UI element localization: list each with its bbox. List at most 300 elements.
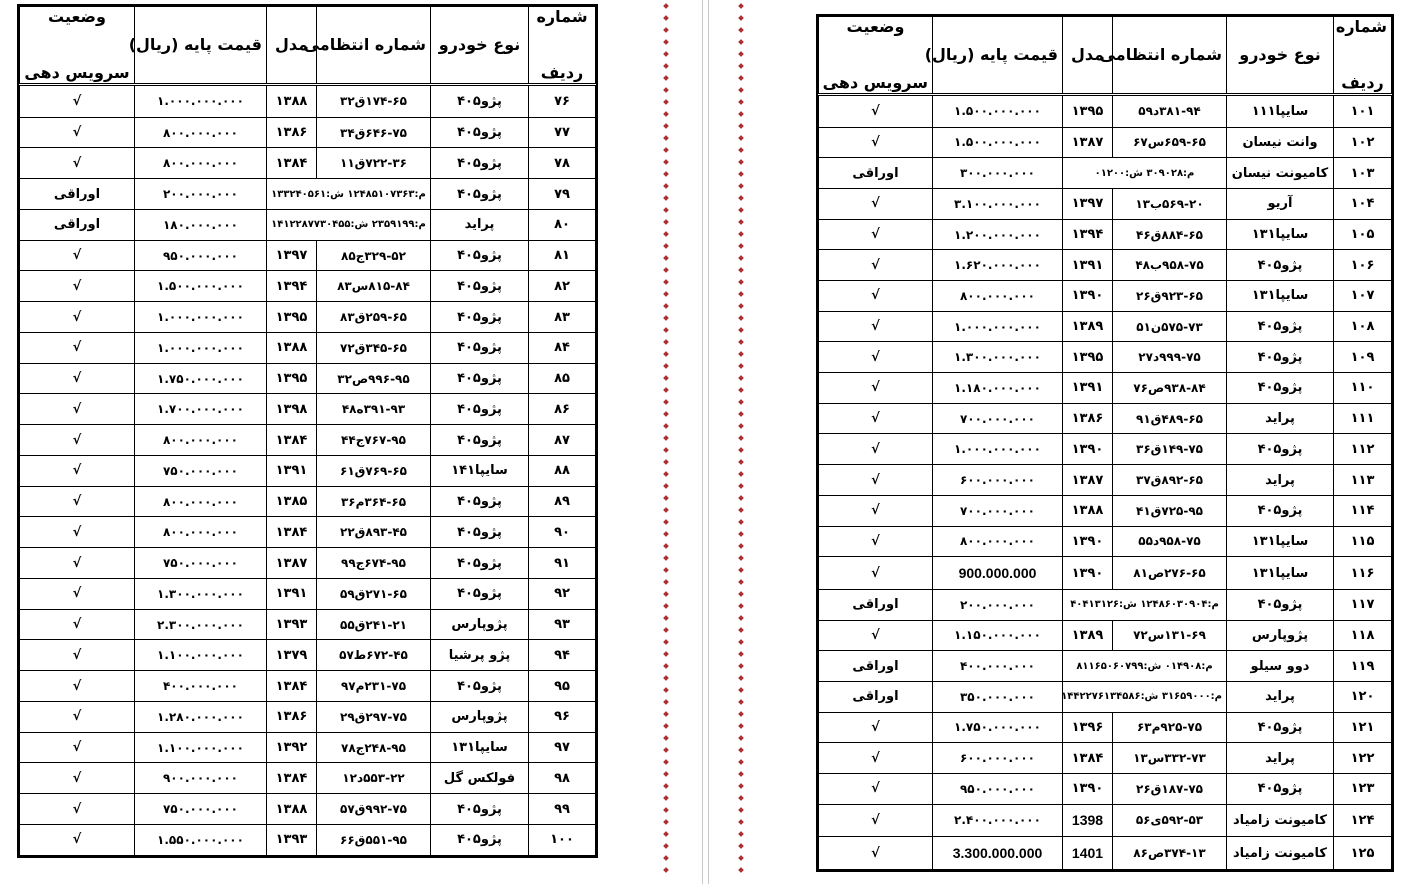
base-price: ۱.۱۰۰.۰۰۰.۰۰۰ bbox=[135, 640, 267, 671]
vehicle-type: پژو۴۰۵ bbox=[1227, 773, 1334, 804]
model-year: ۱۳۸۴ bbox=[267, 148, 317, 179]
base-price: ۱.۱۸۰.۰۰۰.۰۰۰ bbox=[933, 373, 1063, 404]
service-status: √ bbox=[20, 578, 135, 609]
plate-number: ۴۸۹-۶۵ق۹۱ bbox=[1113, 403, 1227, 434]
chassis-engine-number: م:۰۱۴۹۰۸ ش:۸۱۱۶۵۰۶۰۷۹۹ bbox=[1063, 651, 1227, 682]
table-row bbox=[819, 837, 1392, 870]
page-edge-right bbox=[708, 0, 709, 884]
row-number: ۱۱۶ bbox=[1334, 557, 1392, 590]
row-number: ۸۱ bbox=[529, 240, 596, 271]
service-status: √ bbox=[20, 240, 135, 271]
service-status: اوراقی bbox=[819, 158, 933, 189]
base-price: 900.000.000 bbox=[933, 557, 1063, 590]
vehicle-type: دوو سیلو bbox=[1227, 651, 1334, 682]
plate-number: ۹۹۹-۷۵د۲۷ bbox=[1113, 342, 1227, 373]
vehicle-type: پژو۴۰۵ bbox=[1227, 311, 1334, 342]
model-year: ۱۳۹۵ bbox=[267, 302, 317, 333]
table-row bbox=[20, 302, 596, 333]
model-year: ۱۳۹۷ bbox=[1063, 188, 1113, 219]
base-price: ۱.۰۰۰.۰۰۰.۰۰۰ bbox=[135, 332, 267, 363]
row-number: ۹۹ bbox=[529, 794, 596, 825]
base-price: ۲.۳۰۰.۰۰۰.۰۰۰ bbox=[135, 609, 267, 640]
model-year: ۱۳۷۹ bbox=[267, 640, 317, 671]
table-row bbox=[20, 179, 596, 210]
model-year: ۱۳۹۴ bbox=[267, 271, 317, 302]
base-price: ۳۰۰.۰۰۰.۰۰۰ bbox=[933, 158, 1063, 189]
header-plate: شماره انتظامی bbox=[1113, 17, 1227, 95]
row-number: ۸۴ bbox=[529, 332, 596, 363]
base-price: ۸۰۰.۰۰۰.۰۰۰ bbox=[933, 526, 1063, 557]
vehicle-type: پژو۴۰۵ bbox=[431, 117, 529, 148]
model-year: ۱۳۹۰ bbox=[1063, 434, 1113, 465]
vehicle-type: پژو۴۰۵ bbox=[431, 548, 529, 579]
service-status: √ bbox=[20, 455, 135, 486]
table-row bbox=[20, 824, 596, 855]
plate-number: ۸۹۲-۶۵ق۳۷ bbox=[1113, 465, 1227, 496]
service-status: اوراقی bbox=[819, 651, 933, 682]
service-status: √ bbox=[20, 302, 135, 333]
table-row bbox=[819, 127, 1392, 158]
model-year: ۱۳۹۵ bbox=[1063, 95, 1113, 128]
header-vehicle-type: نوع خودرو bbox=[1227, 17, 1334, 95]
row-number: ۹۸ bbox=[529, 763, 596, 794]
model-year: ۱۳۹۱ bbox=[1063, 250, 1113, 281]
plate-number: ۳۲۹-۵۲ج۸۵ bbox=[317, 240, 431, 271]
row-number: ۷۷ bbox=[529, 117, 596, 148]
row-number: ۱۰۷ bbox=[1334, 281, 1392, 312]
base-price: ۹۰۰.۰۰۰.۰۰۰ bbox=[135, 763, 267, 794]
table-row bbox=[20, 763, 596, 794]
table-row bbox=[819, 434, 1392, 465]
vehicle-type: پژو۴۰۵ bbox=[431, 517, 529, 548]
model-year: ۱۳۸۹ bbox=[1063, 620, 1113, 651]
table-row bbox=[20, 578, 596, 609]
vehicle-type: سایپا۱۳۱ bbox=[431, 732, 529, 763]
chassis-engine-number: م:۱۲۴۸۵۱۰۷۳۶۳ ش:۱۳۳۲۴۰۵۶۱ bbox=[267, 179, 431, 210]
vehicle-type: پژو۴۰۵ bbox=[431, 794, 529, 825]
service-status: √ bbox=[20, 671, 135, 702]
model-year: ۱۳۸۸ bbox=[267, 332, 317, 363]
row-number: ۱۰۱ bbox=[1334, 95, 1392, 128]
row-number: ۹۳ bbox=[529, 609, 596, 640]
vehicle-type: سایپا۱۳۱ bbox=[1227, 219, 1334, 250]
vehicle-type: سایپا۱۱۱ bbox=[1227, 95, 1334, 128]
plate-number: ۵۹۲-۵۳ی۵۶ bbox=[1113, 804, 1227, 837]
plate-number: ۷۲۵-۹۵ق۴۱ bbox=[1113, 495, 1227, 526]
table-header-row bbox=[20, 7, 596, 85]
header-plate: شماره انتظامی bbox=[317, 7, 431, 85]
service-status: √ bbox=[20, 425, 135, 456]
plate-number: ۳۴۵-۶۵ق۷۲ bbox=[317, 332, 431, 363]
vehicle-type: سایپا۱۳۱ bbox=[1227, 557, 1334, 590]
service-status: اوراقی bbox=[20, 179, 135, 210]
base-price: ۱.۵۰۰.۰۰۰.۰۰۰ bbox=[135, 271, 267, 302]
table-row bbox=[819, 281, 1392, 312]
base-price: ۸۰۰.۰۰۰.۰۰۰ bbox=[135, 425, 267, 456]
model-year: ۱۳۸۷ bbox=[267, 548, 317, 579]
table-row bbox=[20, 486, 596, 517]
table-row bbox=[819, 342, 1392, 373]
row-number: ۹۷ bbox=[529, 732, 596, 763]
row-number: ۱۲۰ bbox=[1334, 681, 1392, 712]
model-year: ۱۳۹۴ bbox=[1063, 219, 1113, 250]
service-status: √ bbox=[819, 526, 933, 557]
vehicle-type: فولکس گل bbox=[431, 763, 529, 794]
row-number: ۱۲۱ bbox=[1334, 712, 1392, 743]
base-price: ۲.۴۰۰.۰۰۰.۰۰۰ bbox=[933, 804, 1063, 837]
model-year: ۱۳۸۶ bbox=[1063, 403, 1113, 434]
base-price: ۱.۷۵۰.۰۰۰.۰۰۰ bbox=[135, 363, 267, 394]
vehicle-type: پژو پرشیا bbox=[431, 640, 529, 671]
plate-number: ۱۴۹-۷۵ق۳۶ bbox=[1113, 434, 1227, 465]
vehicle-type: پژو۴۰۵ bbox=[1227, 495, 1334, 526]
row-number: ۱۱۱ bbox=[1334, 403, 1392, 434]
base-price: ۱.۵۰۰.۰۰۰.۰۰۰ bbox=[933, 127, 1063, 158]
vehicle-type: پژو۴۰۵ bbox=[431, 85, 529, 118]
model-year: ۱۳۹۷ bbox=[267, 240, 317, 271]
service-status: √ bbox=[20, 363, 135, 394]
vehicle-type: پژو۴۰۵ bbox=[431, 240, 529, 271]
table-row bbox=[20, 794, 596, 825]
table-row bbox=[20, 363, 596, 394]
plate-number: ۱۸۷-۷۵ق۲۶ bbox=[1113, 773, 1227, 804]
plate-number: ۹۵۸-۷۵ب۴۸ bbox=[1113, 250, 1227, 281]
table-row bbox=[20, 455, 596, 486]
plate-number: ۲۴۸-۹۵ج۷۸ bbox=[317, 732, 431, 763]
model-year: ۱۳۸۷ bbox=[1063, 127, 1113, 158]
table-row bbox=[819, 743, 1392, 774]
service-status: √ bbox=[20, 117, 135, 148]
header-model: مدل bbox=[267, 7, 317, 85]
table-row bbox=[20, 517, 596, 548]
base-price: ۳.۱۰۰.۰۰۰.۰۰۰ bbox=[933, 188, 1063, 219]
chassis-engine-number: م:۳۱۶۵۹۰۰۰ ش:۱۴۴۲۲۷۶۱۳۴۵۸۶ bbox=[1063, 681, 1227, 712]
model-year: ۱۳۹۱ bbox=[267, 578, 317, 609]
plate-number: ۶۵۹-۶۵س۶۷ bbox=[1113, 127, 1227, 158]
plate-number: ۳۹۱-۹۳ه۴۸ bbox=[317, 394, 431, 425]
base-price: ۶۰۰.۰۰۰.۰۰۰ bbox=[933, 465, 1063, 496]
header-status: وضعیت سرویس دهی bbox=[819, 17, 933, 95]
row-number: ۱۱۳ bbox=[1334, 465, 1392, 496]
plate-number: ۵۵۳-۲۲د۱۲ bbox=[317, 763, 431, 794]
service-status: √ bbox=[819, 127, 933, 158]
base-price: ۷۵۰.۰۰۰.۰۰۰ bbox=[135, 455, 267, 486]
row-number: ۱۲۲ bbox=[1334, 743, 1392, 774]
header-model: مدل bbox=[1063, 17, 1113, 95]
vehicle-type: پژو۴۰۵ bbox=[431, 578, 529, 609]
vehicle-type: پژو۴۰۵ bbox=[1227, 342, 1334, 373]
header-base-price: قیمت پایه (ریال) bbox=[135, 7, 267, 85]
service-status: √ bbox=[20, 271, 135, 302]
service-status: √ bbox=[20, 394, 135, 425]
table-header-row bbox=[819, 17, 1392, 95]
base-price: ۱.۵۰۰.۰۰۰.۰۰۰ bbox=[933, 95, 1063, 128]
base-price: ۸۰۰.۰۰۰.۰۰۰ bbox=[135, 148, 267, 179]
row-number: ۷۶ bbox=[529, 85, 596, 118]
plate-number: ۶۷۲-۴۵ط۵۷ bbox=[317, 640, 431, 671]
plate-number: ۹۳۸-۸۴ص۷۶ bbox=[1113, 373, 1227, 404]
vehicle-type: پژو۴۰۵ bbox=[431, 332, 529, 363]
vehicle-type: پژو۴۰۵ bbox=[431, 363, 529, 394]
table-row bbox=[20, 148, 596, 179]
vehicle-type: پژو۴۰۵ bbox=[1227, 589, 1334, 620]
vehicle-type: پژو۴۰۵ bbox=[431, 302, 529, 333]
vehicle-type: کامیونت نیسان bbox=[1227, 158, 1334, 189]
row-number: ۱۰۹ bbox=[1334, 342, 1392, 373]
service-status: √ bbox=[819, 837, 933, 870]
model-year: ۱۳۸۴ bbox=[267, 517, 317, 548]
model-year: ۱۳۹۶ bbox=[1063, 712, 1113, 743]
service-status: √ bbox=[20, 732, 135, 763]
model-year: ۱۳۹۰ bbox=[1063, 557, 1113, 590]
row-number: ۸۷ bbox=[529, 425, 596, 456]
row-number: ۱۲۴ bbox=[1334, 804, 1392, 837]
table-row bbox=[819, 465, 1392, 496]
model-year: ۱۳۹۵ bbox=[1063, 342, 1113, 373]
vehicle-type: پژو۴۰۵ bbox=[431, 425, 529, 456]
plate-number: ۹۵۸-۷۵د۵۵ bbox=[1113, 526, 1227, 557]
row-number: ۹۲ bbox=[529, 578, 596, 609]
row-number: ۹۵ bbox=[529, 671, 596, 702]
table-row bbox=[20, 209, 596, 240]
service-status: √ bbox=[20, 824, 135, 855]
service-status: √ bbox=[20, 548, 135, 579]
service-status: √ bbox=[20, 486, 135, 517]
table-row bbox=[819, 804, 1392, 837]
table-row bbox=[819, 495, 1392, 526]
row-number: ۸۹ bbox=[529, 486, 596, 517]
model-year: ۱۳۹۱ bbox=[267, 455, 317, 486]
base-price: ۷۰۰.۰۰۰.۰۰۰ bbox=[933, 403, 1063, 434]
vehicle-type: سایپا۱۴۱ bbox=[431, 455, 529, 486]
table-row bbox=[819, 250, 1392, 281]
table-row bbox=[819, 773, 1392, 804]
service-status: √ bbox=[20, 794, 135, 825]
row-number: ۸۰ bbox=[529, 209, 596, 240]
table-row bbox=[20, 394, 596, 425]
plate-number: ۱۳۱-۶۹س۷۲ bbox=[1113, 620, 1227, 651]
service-status: √ bbox=[20, 763, 135, 794]
vehicle-type: پژو۴۰۵ bbox=[431, 179, 529, 210]
row-number: ۱۰۵ bbox=[1334, 219, 1392, 250]
plate-number: ۳۸۱-۹۴د۵۹ bbox=[1113, 95, 1227, 128]
table-row bbox=[20, 332, 596, 363]
header-row-number: شماره ردیف bbox=[529, 7, 596, 85]
plate-number: ۲۴۱-۲۱ق۵۵ bbox=[317, 609, 431, 640]
service-status: اوراقی bbox=[819, 589, 933, 620]
service-status: √ bbox=[819, 557, 933, 590]
model-year: ۱۳۸۶ bbox=[267, 701, 317, 732]
plate-number: ۷۲۲-۳۶ق۱۱ bbox=[317, 148, 431, 179]
table-row bbox=[819, 712, 1392, 743]
service-status: √ bbox=[819, 495, 933, 526]
plate-number: ۹۹۲-۷۵ق۵۷ bbox=[317, 794, 431, 825]
model-year: ۱۳۹۳ bbox=[267, 609, 317, 640]
table-row bbox=[20, 671, 596, 702]
model-year: ۱۳۹۲ bbox=[267, 732, 317, 763]
base-price: ۱۸۰.۰۰۰.۰۰۰ bbox=[135, 209, 267, 240]
row-number: ۷۹ bbox=[529, 179, 596, 210]
plate-number: ۵۵۱-۹۵ق۶۶ bbox=[317, 824, 431, 855]
row-number: ۱۰۶ bbox=[1334, 250, 1392, 281]
model-year: ۱۳۸۷ bbox=[1063, 465, 1113, 496]
table-row bbox=[819, 651, 1392, 682]
row-number: ۱۰۸ bbox=[1334, 311, 1392, 342]
model-year: 1398 bbox=[1063, 804, 1113, 837]
vehicle-type: پژو۴۰۵ bbox=[1227, 434, 1334, 465]
vehicle-type: پژو۴۰۵ bbox=[431, 271, 529, 302]
service-status: √ bbox=[20, 517, 135, 548]
model-year: ۱۳۸۴ bbox=[267, 671, 317, 702]
table-row bbox=[819, 681, 1392, 712]
vehicle-type: پژوپارس bbox=[431, 609, 529, 640]
base-price: ۱.۲۸۰.۰۰۰.۰۰۰ bbox=[135, 701, 267, 732]
model-year: ۱۳۹۰ bbox=[1063, 773, 1113, 804]
table-row bbox=[819, 188, 1392, 219]
service-status: √ bbox=[819, 403, 933, 434]
base-price: ۱.۰۰۰.۰۰۰.۰۰۰ bbox=[135, 302, 267, 333]
service-status: √ bbox=[819, 434, 933, 465]
header-vehicle-type: نوع خودرو bbox=[431, 7, 529, 85]
service-status: √ bbox=[819, 743, 933, 774]
row-number: ۱۰۳ bbox=[1334, 158, 1392, 189]
row-number: ۸۵ bbox=[529, 363, 596, 394]
vehicle-type: پژو۴۰۵ bbox=[431, 394, 529, 425]
row-number: ۸۳ bbox=[529, 302, 596, 333]
model-year: ۱۳۸۴ bbox=[267, 425, 317, 456]
vehicle-type: آریو bbox=[1227, 188, 1334, 219]
vehicle-type: پژو۴۰۵ bbox=[1227, 373, 1334, 404]
plate-number: ۹۲۳-۶۵ق۲۶ bbox=[1113, 281, 1227, 312]
base-price: ۸۰۰.۰۰۰.۰۰۰ bbox=[933, 281, 1063, 312]
base-price: ۱.۷۰۰.۰۰۰.۰۰۰ bbox=[135, 394, 267, 425]
row-number: ۱۲۵ bbox=[1334, 837, 1392, 870]
base-price: ۱.۳۰۰.۰۰۰.۰۰۰ bbox=[933, 342, 1063, 373]
row-number: ۱۱۴ bbox=[1334, 495, 1392, 526]
plate-number: ۳۷۴-۱۳ص۸۶ bbox=[1113, 837, 1227, 870]
row-number: ۱۰۰ bbox=[529, 824, 596, 855]
base-price: ۱.۰۰۰.۰۰۰.۰۰۰ bbox=[933, 311, 1063, 342]
plate-number: ۹۹۶-۹۵ص۳۲ bbox=[317, 363, 431, 394]
vehicle-type: سایپا۱۳۱ bbox=[1227, 526, 1334, 557]
vehicle-type: پژو۴۰۵ bbox=[431, 824, 529, 855]
base-price: ۲۰۰.۰۰۰.۰۰۰ bbox=[135, 179, 267, 210]
header-status: وضعیت سرویس دهی bbox=[20, 7, 135, 85]
vehicle-type: وانت نیسان bbox=[1227, 127, 1334, 158]
base-price: ۳۵۰.۰۰۰.۰۰۰ bbox=[933, 681, 1063, 712]
vehicle-type: پراید bbox=[431, 209, 529, 240]
base-price: ۶۰۰.۰۰۰.۰۰۰ bbox=[933, 743, 1063, 774]
base-price: ۷۵۰.۰۰۰.۰۰۰ bbox=[135, 548, 267, 579]
model-year: ۱۳۸۸ bbox=[267, 85, 317, 118]
row-number: ۸۲ bbox=[529, 271, 596, 302]
table-row bbox=[819, 526, 1392, 557]
service-status: √ bbox=[20, 85, 135, 118]
row-number: ۱۱۵ bbox=[1334, 526, 1392, 557]
plate-number: ۳۶۴-۶۵م۳۶ bbox=[317, 486, 431, 517]
service-status: √ bbox=[819, 773, 933, 804]
vehicle-type: پژو۴۰۵ bbox=[1227, 250, 1334, 281]
vehicle-type: کامیونت زامیاد bbox=[1227, 837, 1334, 870]
plate-number: ۸۹۳-۴۵ق۲۲ bbox=[317, 517, 431, 548]
row-number: ۹۱ bbox=[529, 548, 596, 579]
model-year: 1401 bbox=[1063, 837, 1113, 870]
page-border-ornament bbox=[739, 0, 745, 884]
service-status: √ bbox=[20, 332, 135, 363]
table-row bbox=[20, 240, 596, 271]
service-status: √ bbox=[20, 609, 135, 640]
plate-number: ۲۷۶-۶۵ص۸۱ bbox=[1113, 557, 1227, 590]
vehicle-table-page-1 bbox=[17, 4, 598, 858]
table-row bbox=[20, 117, 596, 148]
row-number: ۱۱۰ bbox=[1334, 373, 1392, 404]
service-status: √ bbox=[819, 620, 933, 651]
plate-number: ۱۷۴-۶۵ق۳۲ bbox=[317, 85, 431, 118]
model-year: ۱۳۹۰ bbox=[1063, 281, 1113, 312]
service-status: √ bbox=[819, 373, 933, 404]
table-row bbox=[819, 589, 1392, 620]
plate-number: ۶۷۴-۹۵ج۹۹ bbox=[317, 548, 431, 579]
page-border-ornament bbox=[664, 0, 670, 884]
base-price: ۱.۶۲۰.۰۰۰.۰۰۰ bbox=[933, 250, 1063, 281]
service-status: √ bbox=[819, 188, 933, 219]
base-price: ۴۰۰.۰۰۰.۰۰۰ bbox=[135, 671, 267, 702]
service-status: √ bbox=[20, 701, 135, 732]
table-row bbox=[819, 219, 1392, 250]
row-number: ۱۱۸ bbox=[1334, 620, 1392, 651]
plate-number: ۷۶۹-۶۵ق۶۱ bbox=[317, 455, 431, 486]
base-price: ۲۰۰.۰۰۰.۰۰۰ bbox=[933, 589, 1063, 620]
model-year: ۱۳۹۸ bbox=[267, 394, 317, 425]
header-base-price: قیمت پایه (ریال) bbox=[933, 17, 1063, 95]
base-price: ۱.۱۰۰.۰۰۰.۰۰۰ bbox=[135, 732, 267, 763]
service-status: √ bbox=[819, 342, 933, 373]
service-status: √ bbox=[819, 712, 933, 743]
row-number: ۹۶ bbox=[529, 701, 596, 732]
base-price: ۱.۲۰۰.۰۰۰.۰۰۰ bbox=[933, 219, 1063, 250]
base-price: ۸۰۰.۰۰۰.۰۰۰ bbox=[135, 117, 267, 148]
model-year: ۱۳۹۰ bbox=[1063, 526, 1113, 557]
base-price: ۷۰۰.۰۰۰.۰۰۰ bbox=[933, 495, 1063, 526]
base-price: ۱.۵۵۰.۰۰۰.۰۰۰ bbox=[135, 824, 267, 855]
vehicle-type: پژو۴۰۵ bbox=[431, 486, 529, 517]
chassis-engine-number: م:۲۳۵۹۱۹۹ ش:۱۴۱۲۲۸۷۷۳۰۴۵۵ bbox=[267, 209, 431, 240]
model-year: ۱۳۸۴ bbox=[267, 763, 317, 794]
base-price: ۱.۳۰۰.۰۰۰.۰۰۰ bbox=[135, 578, 267, 609]
plate-number: ۷۶۷-۹۵ج۴۴ bbox=[317, 425, 431, 456]
vehicle-type: پژو۴۰۵ bbox=[431, 671, 529, 702]
chassis-engine-number: م:۳۰۹۰۲۸ ش:۰۱۲۰۰ bbox=[1063, 158, 1227, 189]
service-status: √ bbox=[819, 281, 933, 312]
row-number: ۱۱۹ bbox=[1334, 651, 1392, 682]
row-number: ۹۴ bbox=[529, 640, 596, 671]
row-number: ۱۲۳ bbox=[1334, 773, 1392, 804]
model-year: ۱۳۹۱ bbox=[1063, 373, 1113, 404]
model-year: ۱۳۹۵ bbox=[267, 363, 317, 394]
vehicle-type: پژوپارس bbox=[1227, 620, 1334, 651]
row-number: ۹۰ bbox=[529, 517, 596, 548]
table-row bbox=[20, 425, 596, 456]
service-status: √ bbox=[20, 148, 135, 179]
service-status: √ bbox=[819, 804, 933, 837]
plate-number: ۳۳۲-۷۳س۱۳ bbox=[1113, 743, 1227, 774]
plate-number: ۹۲۵-۷۵م۶۳ bbox=[1113, 712, 1227, 743]
base-price: ۹۵۰.۰۰۰.۰۰۰ bbox=[933, 773, 1063, 804]
table-row bbox=[20, 85, 596, 118]
vehicle-type: پراید bbox=[1227, 743, 1334, 774]
page-edge-left bbox=[702, 0, 703, 884]
base-price: ۹۵۰.۰۰۰.۰۰۰ bbox=[135, 240, 267, 271]
